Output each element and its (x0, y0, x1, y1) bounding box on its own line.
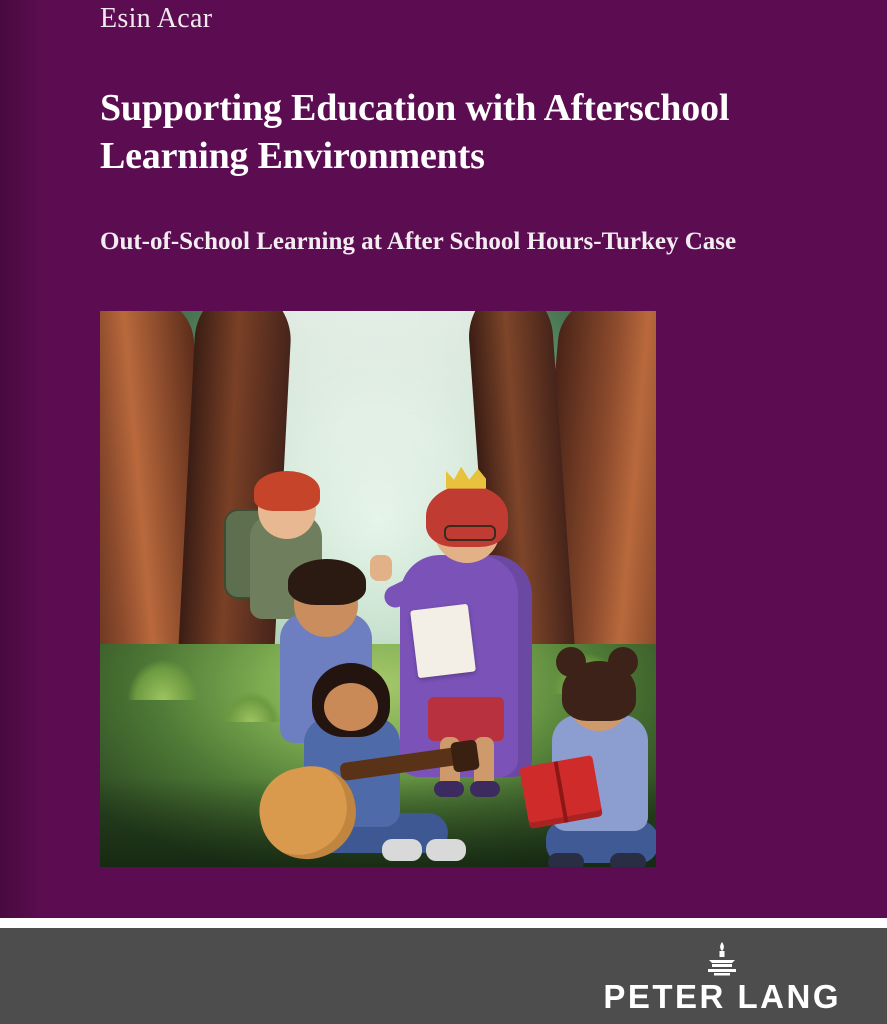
publisher-name: PETER LANG (603, 977, 841, 1015)
face (324, 683, 378, 731)
children-group (100, 311, 656, 867)
book-spine (554, 761, 569, 823)
shoe (434, 781, 464, 797)
shoe (382, 839, 422, 861)
skirt (428, 697, 504, 741)
author-name: Esin Acar (100, 3, 213, 34)
guitar-headstock (450, 739, 480, 772)
footer-divider (0, 918, 887, 928)
crown-icon (446, 467, 486, 489)
paper-sheet (410, 603, 476, 678)
cover-illustration (100, 311, 656, 867)
shoe (548, 853, 584, 867)
peter-lang-torch-logo-icon (702, 940, 742, 978)
shoe (426, 839, 466, 861)
hair-bun (608, 647, 638, 677)
shoe (610, 853, 646, 867)
hand (370, 555, 392, 581)
book-title: Supporting Education with Afterschool Learning Environments (100, 86, 730, 178)
glasses (444, 525, 496, 541)
hair (254, 471, 320, 511)
hair-bun (556, 647, 586, 677)
publisher-block (603, 940, 841, 1013)
shoe (470, 781, 500, 797)
publisher-footer (0, 928, 887, 1024)
red-book (519, 755, 603, 829)
hair (288, 559, 366, 605)
book-subtitle: Out-of-School Learning at After School Hours-Turkey Case (100, 227, 737, 255)
